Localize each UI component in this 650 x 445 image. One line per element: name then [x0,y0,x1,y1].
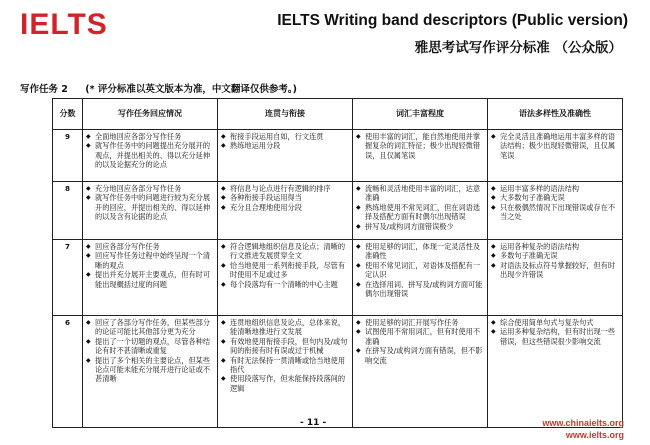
descriptor-item: ◆ 就写作任务中的问题提出充分展开的观点，并提出相关的、得以充分延伸的以及论据充分的论点 [86,141,214,169]
descriptor-item: ◆ 在选择用词、拼写及/或构词方面可能偶尔出现错误 [356,280,484,299]
descriptor-cell [83,316,218,428]
translation-note: (* 评分标准以英文版本为准，中文翻译仅供参考。) [85,84,297,95]
descriptor-list [491,184,619,222]
descriptor-cell [83,240,218,316]
descriptor-item: ◆ 充分且合理地使用分段 [221,203,349,212]
descriptor-list [221,132,349,151]
descriptor-item: ◆ 运用丰富多样的语法结构 [491,184,619,193]
descriptor-item: ◆ 使用足够的词汇开展写作任务 [356,318,484,327]
column-header: 词汇丰富程度 [353,99,488,130]
descriptor-item: ◆ 回应各部分写作任务 [86,242,214,251]
band-descriptor-table [52,98,623,428]
descriptor-item: ◆ 充分地回应各部分写作任务 [86,184,214,193]
descriptor-item: ◆ 试图使用不常用词汇，但有时使用不准确 [356,327,484,346]
descriptor-list [356,318,484,365]
descriptor-item: ◆ 运用多种复杂结构，但有时出现一些错误，但这些错误很少影响交流 [491,327,619,346]
descriptor-item: ◆ 大多数句子准确无误 [491,193,619,202]
descriptor-item: ◆ 各种衔接手段运用得当 [221,193,349,202]
descriptor-cell [218,240,353,316]
descriptor-list [221,318,349,393]
descriptor-item: ◆ 就写作任务中的问题进行较为充分展开的回应，并提出相关的、得以延伸的以及含有论据的论点 [86,193,214,221]
descriptor-cell [218,130,353,182]
descriptor-list [221,184,349,212]
descriptor-item: ◆ 对语法及标点符号掌握较好，但有时出现少许错误 [491,261,619,280]
descriptor-item: ◆ 综合使用简单句式与复杂句式 [491,318,619,327]
column-header: 写作任务回应情况 [83,99,218,130]
table-header-row [53,99,623,130]
descriptor-item: ◆ 衔接手段运用自如，行文连贯 [221,132,349,141]
descriptor-item: ◆ 全面地回应各部分写作任务 [86,132,214,141]
descriptor-item: ◆ 将信息与论点进行有逻辑的排序 [221,184,349,193]
descriptor-list [86,318,214,384]
descriptor-cell [218,316,353,428]
table-body [53,130,623,428]
descriptor-list [356,132,484,160]
page-title-cn: 雅思考试写作评分标准 （公众版） [414,40,622,56]
descriptor-list [356,184,484,231]
table-row [53,240,623,316]
table-row [53,182,623,240]
descriptor-item: ◆ 运用各种复杂的语法结构 [491,242,619,251]
descriptor-item: ◆ 恰当地使用一系列衔接手段，尽管有时使用不足或过多 [221,261,349,280]
footer-url-ielts: www.ielts.org [565,430,624,440]
descriptor-item: ◆ 提出了一个切题的观点，尽管各种结论有时不甚清晰或重复 [86,337,214,356]
column-header: 连贯与衔接 [218,99,353,130]
descriptor-item: ◆ 流畅和灵活地使用丰富的词汇，达意准确 [356,184,484,203]
descriptor-list [86,184,214,222]
page-number: - 11 - [300,418,327,428]
descriptor-cell [83,130,218,182]
descriptor-cell [83,182,218,240]
descriptor-item: ◆ 使用段落写作，但未能保持段落间的逻辑 [221,374,349,393]
descriptor-list [86,242,214,289]
band-score: 7 [53,240,83,316]
band-score: 6 [53,316,83,428]
descriptor-item: ◆ 回应写作任务过程中始终呈现一个清晰的观点 [86,251,214,270]
footer-url-china: www.chinaielts.org [542,418,624,428]
descriptor-item: ◆ 提出了多个相关的主要论点，但某些论点可能未能充分展开进行论证或不甚清晰 [86,356,214,384]
descriptor-list [491,132,619,160]
descriptor-cell [488,130,623,182]
descriptor-item: ◆ 拼写及/或构词方面错误极少 [356,222,484,231]
descriptor-list [221,242,349,289]
descriptor-cell [353,182,488,240]
table-row [53,130,623,182]
descriptor-item: ◆ 有时无法保持一贯清晰或恰当地使用指代 [221,356,349,375]
descriptor-item: ◆ 熟练地使用不常见词汇，但在词语选择及搭配方面有时偶尔出现错误 [356,203,484,222]
descriptor-item: ◆ 完全灵活且准确地运用丰富多样的语法结构；极少出现轻微错误，且仅属笔误 [491,132,619,160]
descriptor-item: ◆ 使用丰富的词汇，能自然地使用并掌握复杂的词汇特征；极少出现轻微错误，且仅属笔误 [356,132,484,160]
band-score: 8 [53,182,83,240]
descriptor-item: ◆ 回应了各部分写作任务，但某些部分的论证可能比其他部分更为充分 [86,318,214,337]
descriptor-list [86,132,214,170]
descriptor-item: ◆ 使用不常见词汇，对语体及搭配有一定认识 [356,261,484,280]
descriptor-item: ◆ 符合逻辑地组织信息及论点；清晰的行文推进发展贯穿全文 [221,242,349,261]
descriptor-cell [488,240,623,316]
band-score: 9 [53,130,83,182]
descriptor-cell [353,130,488,182]
descriptor-cell [353,240,488,316]
descriptor-item: ◆ 在拼写及/或构词方面有错误，但不影响交流 [356,346,484,365]
descriptor-cell [488,316,623,428]
descriptor-item: ◆ 连贯地组织信息及论点，总体来说，能清晰地推进行文发展 [221,318,349,337]
column-header: 语法多样性及准确性 [488,99,623,130]
descriptor-list [356,242,484,298]
descriptor-item: ◆ 使用足够的词汇，体现一定灵活性及准确性 [356,242,484,261]
descriptor-cell [218,182,353,240]
descriptor-item: ◆ 提出并充分展开主要观点，但有时可能出现概括过度的问题 [86,270,214,289]
descriptor-item: ◆ 熟练地运用分段 [221,141,349,150]
table-row [53,316,623,428]
descriptor-item: ◆ 有效地使用衔接手段，但句内及/或句间的衔接有时有误或过于机械 [221,337,349,356]
descriptor-cell [488,182,623,240]
page-title-en: IELTS Writing band descriptors (Public version) [277,12,628,29]
descriptor-item: ◆ 每个段落均有一个清晰的中心主题 [221,280,349,289]
descriptor-item: ◆ 只在极偶然情况下出现错误或存在不当之处 [491,203,619,222]
descriptor-list [491,242,619,280]
descriptor-cell [353,316,488,428]
descriptor-item: ◆ 多数句子准确无误 [491,251,619,260]
task-label: 写作任务 2 [20,84,68,95]
descriptor-list [491,318,619,346]
ielts-logo: IELTS [20,8,108,41]
task-heading [20,81,297,95]
column-header: 分数 [53,99,83,130]
